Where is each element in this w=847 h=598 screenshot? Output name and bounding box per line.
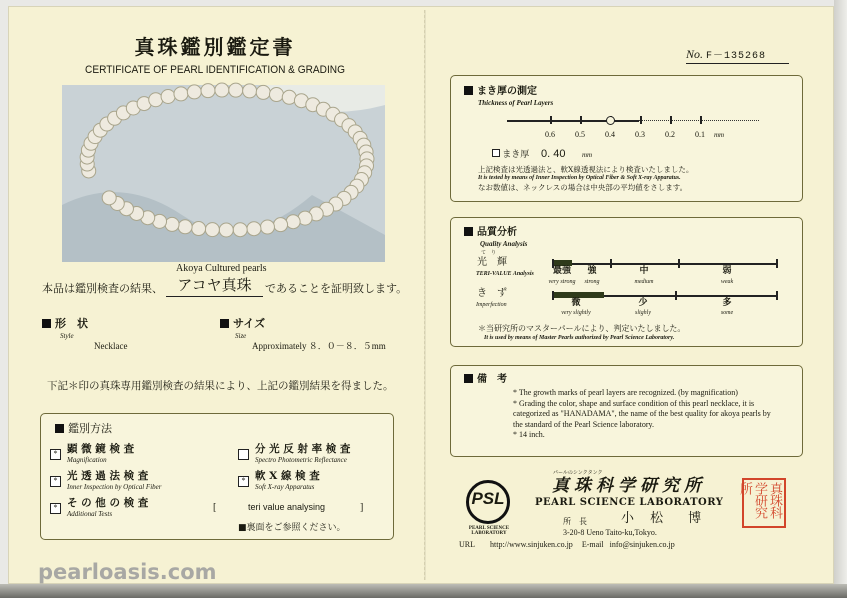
teri-ruby: て り [481, 250, 497, 256]
director-name: 小 松 博 [621, 511, 708, 526]
size-value: Approximately ８．０－８．５mm [252, 341, 386, 351]
quality-note-en: It is used by means of Master Pearls authorized by Pearl Science Laboratory. [484, 335, 675, 341]
method-label-en: Magnification [67, 456, 107, 464]
remarks-list [513, 388, 775, 441]
pearl [178, 220, 192, 234]
pearl [219, 223, 233, 237]
lab-contact: URL http://www.sinjuken.co.jp E-mail info@sinjuken.co.jp [459, 540, 675, 549]
bracket-open: [ [213, 502, 217, 513]
quality-title-en: Quality Analysis [480, 240, 528, 248]
pearl [256, 85, 270, 99]
director-label: 所 長 [563, 517, 587, 526]
kizu-grade: 少 [638, 298, 648, 308]
thickness-note-en: It is tested by means of Inner Inspection by Optical Fiber & Soft X-ray Apparatus. [478, 175, 681, 181]
teri-grade: 弱 [722, 266, 732, 276]
thickness-tick [640, 116, 642, 124]
certify-prefix: 本品は鑑別検査の結果、 [42, 282, 163, 295]
lab-email[interactable]: info@sinjuken.co.jp [609, 540, 675, 549]
thickness-tick-label: 0.5 [575, 130, 585, 139]
kizu-grade: 多 [722, 298, 732, 308]
certificate-number: No. F－135268 [686, 48, 789, 64]
thickness-tick-label: 0.6 [545, 130, 555, 139]
watermark: pearloasis.com [38, 560, 217, 584]
pearl [269, 88, 283, 102]
teri-grade-en: very strong [548, 279, 576, 285]
teri-label-en: TERI-VALUE Analysis [476, 271, 534, 277]
title-jp: 真珠鑑別鑑定書 [134, 35, 296, 59]
method-label: 軟 X 線 検 査 [255, 470, 320, 482]
thickness-tick [580, 116, 582, 124]
teri-label: 光 輝 [477, 257, 507, 268]
pearl [233, 223, 247, 237]
pearl [215, 83, 229, 97]
method-checkbox: * [238, 476, 249, 487]
certify-suffix: であることを証明致します。 [265, 282, 408, 295]
result-note: 下記＊印の真珠専用鑑別検査の結果により、上記の鑑別結果を得ました。 [47, 380, 394, 392]
teri-grade-en: weak [720, 279, 734, 285]
pearl [201, 84, 215, 98]
thickness-tick [700, 116, 702, 124]
measurement-marker [606, 116, 615, 125]
method-label-en: Additional Tests [67, 510, 113, 518]
teri-grade-en: medium [634, 279, 654, 285]
lab-address: 3-20-8 Ueno Taito-ku,Tokyo. [563, 528, 657, 537]
pearl [229, 83, 243, 97]
methods-title: 鑑別方法 [55, 423, 112, 436]
kizu-grade-en: some [720, 310, 734, 316]
method-label: そ の 他 の 検 査 [67, 497, 149, 509]
see-back-note: ■裏面をご参照ください。 [238, 523, 346, 533]
remark-item: * 14 inch. [513, 430, 545, 439]
method-label-en: Spectro Photometric Reflectance [255, 456, 347, 464]
fold-divider [424, 10, 426, 580]
teri-grade: 中 [639, 266, 649, 276]
method-checkbox [238, 449, 249, 460]
method-label-en: Soft X-ray Apparatus [255, 483, 315, 491]
kizu-grade-en: slighly [635, 310, 651, 316]
style-value: Necklace [94, 341, 128, 351]
thickness-tick-label: 0.3 [635, 130, 645, 139]
method-checkbox: * [50, 476, 61, 487]
method-label: 光 透 過 法 検 査 [67, 470, 149, 482]
pearl-type-en: Akoya Cultured pearls [176, 263, 267, 274]
thickness-unit: mm [582, 151, 593, 159]
thickness-tick [550, 116, 552, 124]
thickness-note-1: 上記検査は光透過法と、軟X線透視法により検査いたしました。 [478, 165, 694, 174]
thickness-tick [670, 116, 672, 124]
pearl [174, 87, 188, 101]
lab-name-jp: 真珠科学研究所 [552, 476, 706, 496]
teri-grade: 強 [587, 266, 597, 276]
pearl [260, 220, 274, 234]
kizu-grade-en: very slightly [561, 310, 591, 316]
thickness-scale-dotted [639, 120, 759, 121]
pearl [286, 215, 300, 229]
pearl [247, 222, 261, 236]
page-edge [834, 0, 847, 598]
thickness-value: 0. 40 [541, 148, 566, 160]
pearl [161, 90, 175, 104]
style-label-en: Style [60, 332, 74, 340]
lab-seal-stamp: 真珠科学研究所 [742, 478, 786, 528]
pearl [165, 217, 179, 231]
additional-tests-value: teri value analysing [248, 502, 326, 512]
lab-logo-caption: PEARL SCIENCE LABORATORY [468, 526, 510, 536]
thickness-unit-label: mm [714, 131, 725, 139]
size-label-en: Size [235, 332, 247, 340]
pearl [192, 222, 206, 236]
thickness-note-2: なお数値は、ネックレスの場合は中央部の平均値をさします。 [478, 183, 688, 192]
quality-title: 品質分析 [464, 227, 517, 239]
title-en: CERTIFICATE OF PEARL IDENTIFICATION & GRADING [85, 64, 345, 76]
thickness-checkbox [492, 149, 500, 157]
teri-grade: 最強 [552, 266, 571, 276]
thickness-tick-label: 0.1 [695, 130, 705, 139]
method-checkbox: * [50, 449, 61, 460]
lab-tagline: パールのシンクタンク [553, 470, 603, 476]
bracket-close: ] [360, 502, 364, 513]
kizu-grade: 微 [571, 298, 581, 308]
remarks-title: 備 考 [464, 374, 507, 386]
pearl [243, 84, 257, 98]
thickness-title-en: Thickness of Pearl Layers [478, 99, 554, 107]
method-label: 分 光 反 射 率 検 査 [255, 443, 351, 455]
teri-grade-en: strong [584, 279, 600, 285]
method-label: 顕 微 鏡 検 査 [67, 443, 135, 455]
kizu-label: き ず [477, 288, 507, 299]
pearl [187, 85, 201, 99]
thickness-tick-label: 0.4 [605, 130, 615, 139]
kizu-label-en: Imperfection [476, 302, 507, 308]
pearl [149, 93, 163, 107]
quality-note-jp: ＊当研究所のマスターパールにより、判定いたしました。 [478, 324, 686, 333]
thickness-tick-label: 0.2 [665, 130, 675, 139]
bottom-shadow [0, 584, 847, 598]
lab-url[interactable]: http://www.sinjuken.co.jp [490, 540, 573, 549]
lab-name-en: PEARL SCIENCE LABORATORY [535, 497, 724, 508]
remark-item: * Grading the color, shape and surface condition of this pearl necklace, it is categorized as "HANADAMA", the name of the best quality for akoya pearls by the standard of the Pearl Science laboratory. [513, 398, 771, 429]
lab-logo: PSL [466, 480, 510, 524]
remark-item: * The growth marks of pearl layers are recognized. (by magnification) [513, 388, 738, 397]
pearl [274, 218, 288, 232]
thickness-title: まき厚の測定 [464, 86, 537, 98]
thickness-value-row: まき厚 [492, 149, 529, 160]
style-label: 形 状 [42, 318, 88, 331]
pearl [205, 223, 219, 237]
pearl-necklace-photo [62, 85, 385, 262]
method-label-en: Inner Inspection by Optical Fiber [67, 483, 162, 491]
bullet-square [42, 319, 51, 328]
pearl [102, 191, 116, 205]
pearl-type-jp: アコヤ真珠 [166, 277, 263, 297]
method-checkbox: * [50, 503, 61, 514]
size-label: サイズ [220, 318, 265, 331]
bullet-square [220, 319, 229, 328]
